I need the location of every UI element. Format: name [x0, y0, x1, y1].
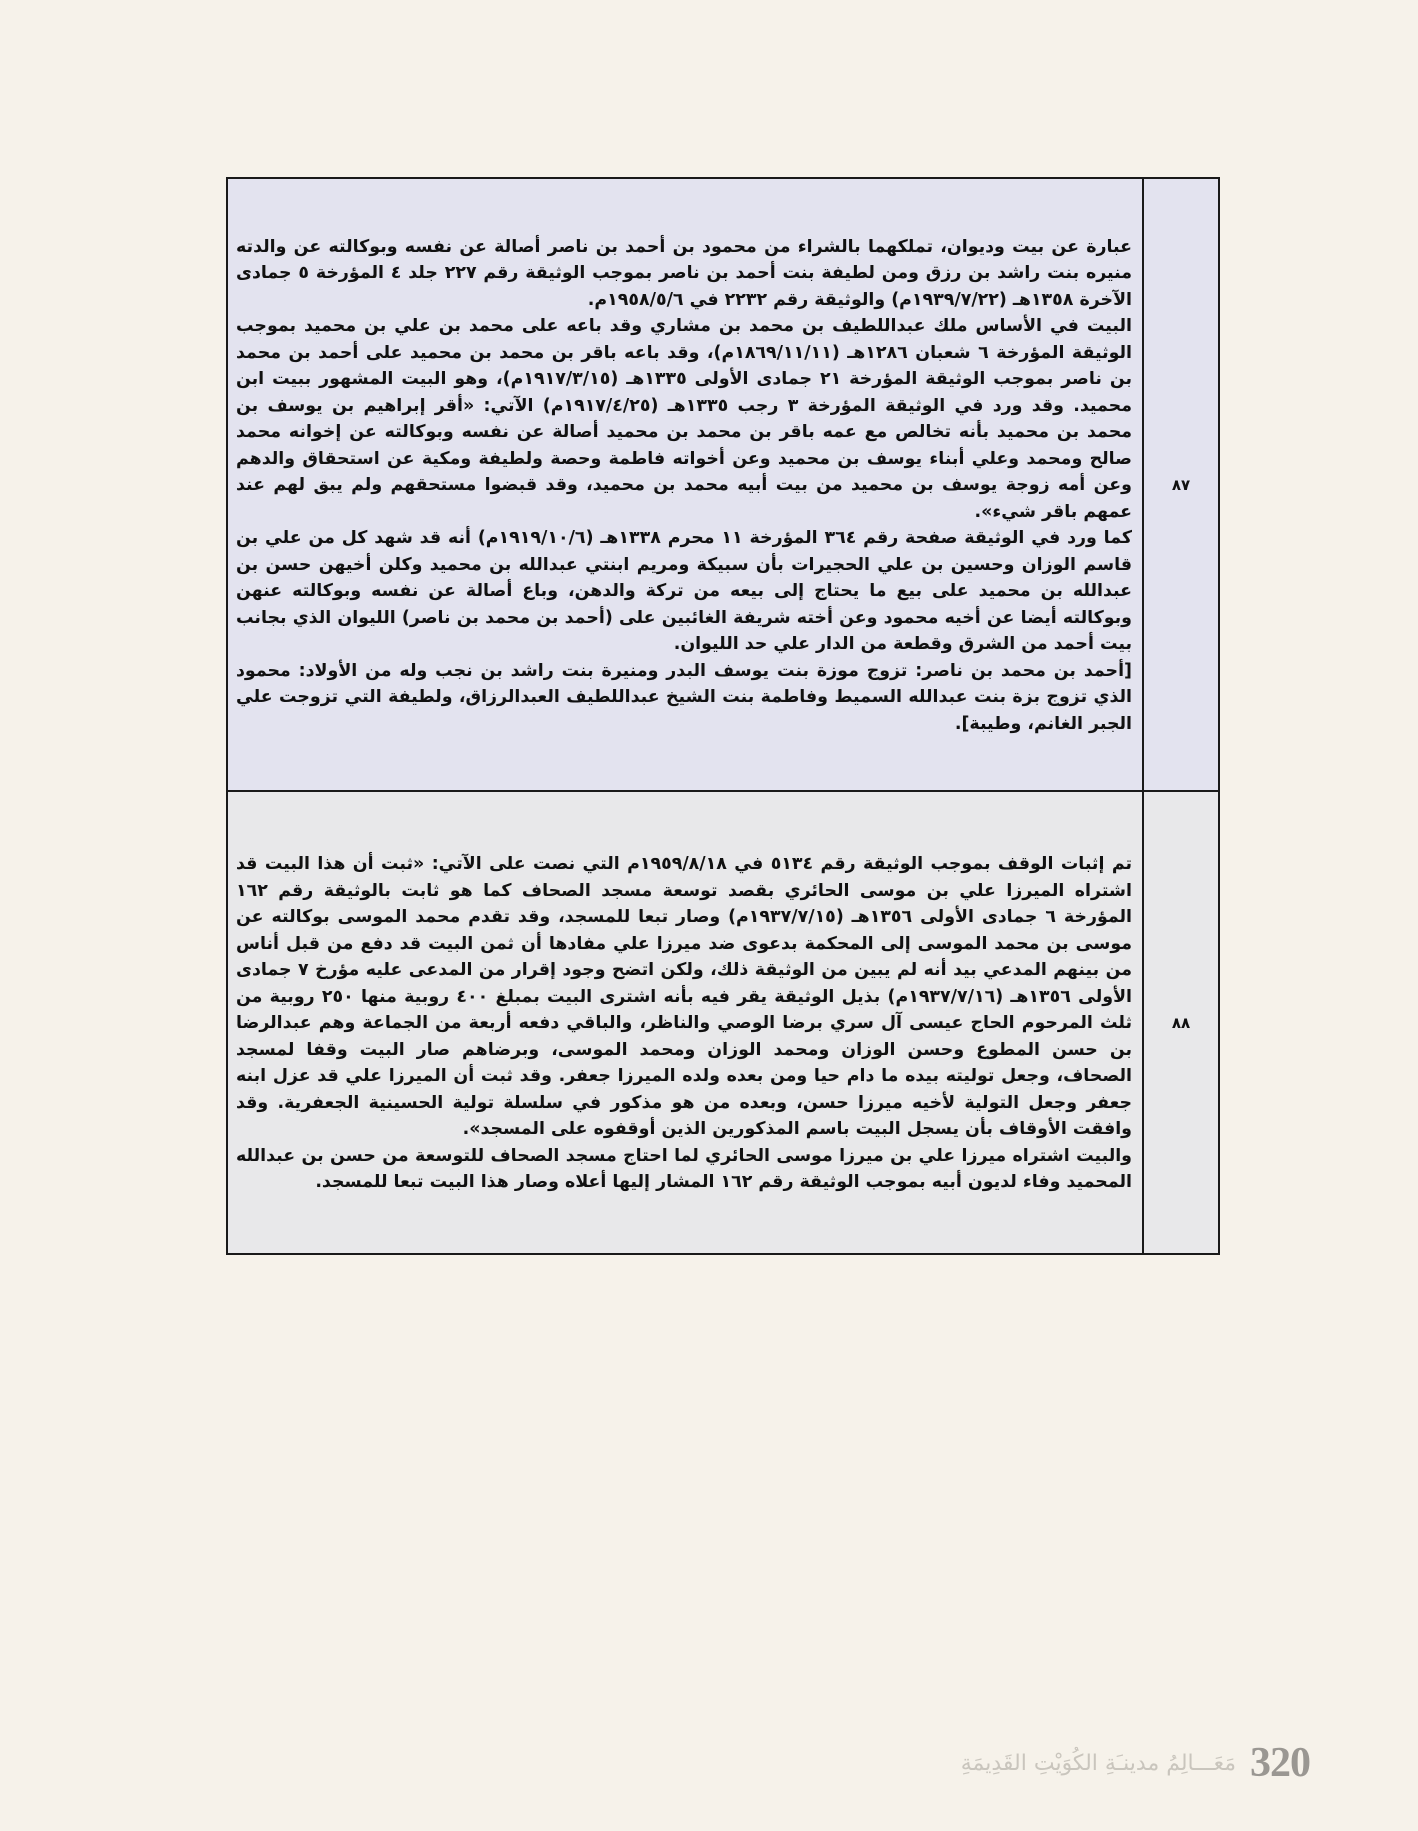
paragraph: [أحمد بن محمد بن ناصر: تزوج موزة بنت يوسف البدر ومنيرة بنت راشد بن نجب وله من الأولاد: محمود الذي تزوج بزة بنت عبدالله السميط وفاطمة بنت الشيخ عبداللطيف العبدالرزاق، ولطيفة التي تزوجت علي الجبر الغانم، وطيبة]. [236, 660, 1132, 734]
paragraph: تم إثبات الوقف بموجب الوثيقة رقم ٥١٣٤ في ١٩٥٩/٨/١٨م التي نصت على الآتي: «ثبت أن هذا البيت قد اشتراه الميرزا علي بن موسى الحائري بقصد توسعة مسجد الصحاف كما هو ثابت بالوثيقة رقم ١٦٢ المؤرخة ٦ جمادى الأولى ١٣٥٦هـ (١٩٣٧/٧/١٥م) وصار تبعا للمسجد، وقد تقدم محمد الموسى بوكالته عن موسى بن محمد الموسى إلى المحكمة بدعوى ضد ميرزا علي مفادها أن ثمن البيت قد دفع من قبل أناس من بينهم المدعي بيد أنه لم يبين من الوثيقة ذلك، ولكن اتضح وجود إقرار من المدعى عليه مؤرخ ٧ جمادى الأولى ١٣٥٦هـ (١٩٣٧/٧/١٦م) بذيل الوثيقة يقر فيه بأنه اشترى البيت بمبلغ ٤٠٠ روبية منها ٢٥٠ روبية من ثلث المرحوم الحاج عيسى آل سري برضا الوصي والناظر، والباقي دفعه أربعة من الجماعة وهم عبدالرضا بن حسن المطوع وحسن الوزان ومحمد الوزان ومحمد الموسى، وبرضاهم صار البيت وقفا لمسجد الصحاف، وجعل توليته بيده ما دام حيا ومن بعده ولده الميرزا جعفر. وقد ثبت أن الميرزا علي قد عزل ابنه جعفر وجعل التولية لأخيه ميرزا حسن، وبعده من هو مذكور في سلسلة تولية الحسينية الجعفرية. وقد وافقت الأوقاف بأن يسجل البيت باسم المذكورين الذين أوقفوه على المسجد». [236, 854, 1133, 1140]
row-text-cell [227, 178, 1143, 791]
table-row [227, 178, 1219, 791]
page-number: 320 [1250, 1740, 1310, 1786]
page-footer [870, 1738, 1310, 1788]
row-number-cell: ٨٧ [1143, 178, 1219, 791]
paragraph: البيت في الأساس ملك عبداللطيف بن محمد بن مشاري وقد باعه على محمد بن علي بن محميد بموجب الوثيقة المؤرخة ٦ شعبان ١٢٨٦هـ (١٨٦٩/١١/١١م)، وقد باعه باقر بن محمد بن محميد على أحمد بن محمد بن ناصر بموجب الوثيقة المؤرخة ٢١ جمادى الأولى ١٣٣٥هـ (١٩١٧/٣/١٥م)، وهو البيت المشهور ببيت ابن محميد. وقد ورد في الوثيقة المؤرخة ٣ رجب ١٣٣٥هـ (١٩١٧/٤/٢٥م) الآتي: «أقر إبراهيم بن يوسف بن محمد بن محميد بأنه تخالص مع عمه باقر بن محمد بن محميد أصالة عن نفسه وبوكالته عن إخوانه محمد صالح ومحمد وعلي أبناء يوسف بن محميد وعن أخواته فاطمة وحصة ولطيفة ومكية عن استحقاق والدهم وعن أمه زوجة يوسف بن محميد من بيت أبيه محمد بن محميد، وقد قبضوا مستحقهم ولم يبق لهم عند عمهم باقر شيء». [236, 316, 1132, 522]
book-title: مَعَـــالِمُ مدينـَةِ الكُوَيْتِ القَدِيمَةِ [960, 1750, 1236, 1776]
row-text-cell [227, 791, 1143, 1254]
row-number-cell: ٨٨ [1143, 791, 1219, 1254]
paragraph: والبيت اشتراه ميرزا علي بن ميرزا موسى الحائري لما احتاج مسجد الصحاف للتوسعة من حسن بن عبدالله المحميد وفاء لديون أبيه بموجب الوثيقة رقم ١٦٢ المشار إليها أعلاه وصار هذا البيت تبعا للمسجد. [236, 1145, 1132, 1193]
document-table [226, 177, 1220, 1255]
paragraph: كما ورد في الوثيقة صفحة رقم ٣٦٤ المؤرخة ١١ محرم ١٣٣٨هـ (١٩١٩/١٠/٦م) أنه قد شهد كل من علي بن قاسم الوزان وحسين بن علي الحجيرات بأن سبيكة ومريم ابنتي عبدالله بن محميد وكلن أخيهن حسن بن عبدالله بن محميد على بيع ما يحتاج إلى بيعه من تركة والدهن، وباع أصالة عن نفسه وبوكالته عنهن وبوكالته أيضا عن أخيه محمود وعن أخته شريفة الغائبين على (أحمد بن محمد بن ناصر) الليوان الذي بجانب بيت أحمد من الشرق وقطعة من الدار علي حد الليوان. [236, 528, 1132, 655]
table-row [227, 791, 1219, 1254]
paragraph: عبارة عن بيت وديوان، تملكهما بالشراء من محمود بن أحمد بن ناصر أصالة عن نفسه وبوكالته عن والدته منيره بنت راشد بن رزق ومن لطيفة بنت أحمد بن ناصر بموجب الوثيقة رقم ٢٢٧ جلد ٤ المؤرخة ٥ جمادى الآخرة ١٣٥٨هـ (١٩٣٩/٧/٢٢م) والوثيقة رقم ٢٢٣٢ في ١٩٥٨/٥/٦م. [236, 236, 1132, 310]
